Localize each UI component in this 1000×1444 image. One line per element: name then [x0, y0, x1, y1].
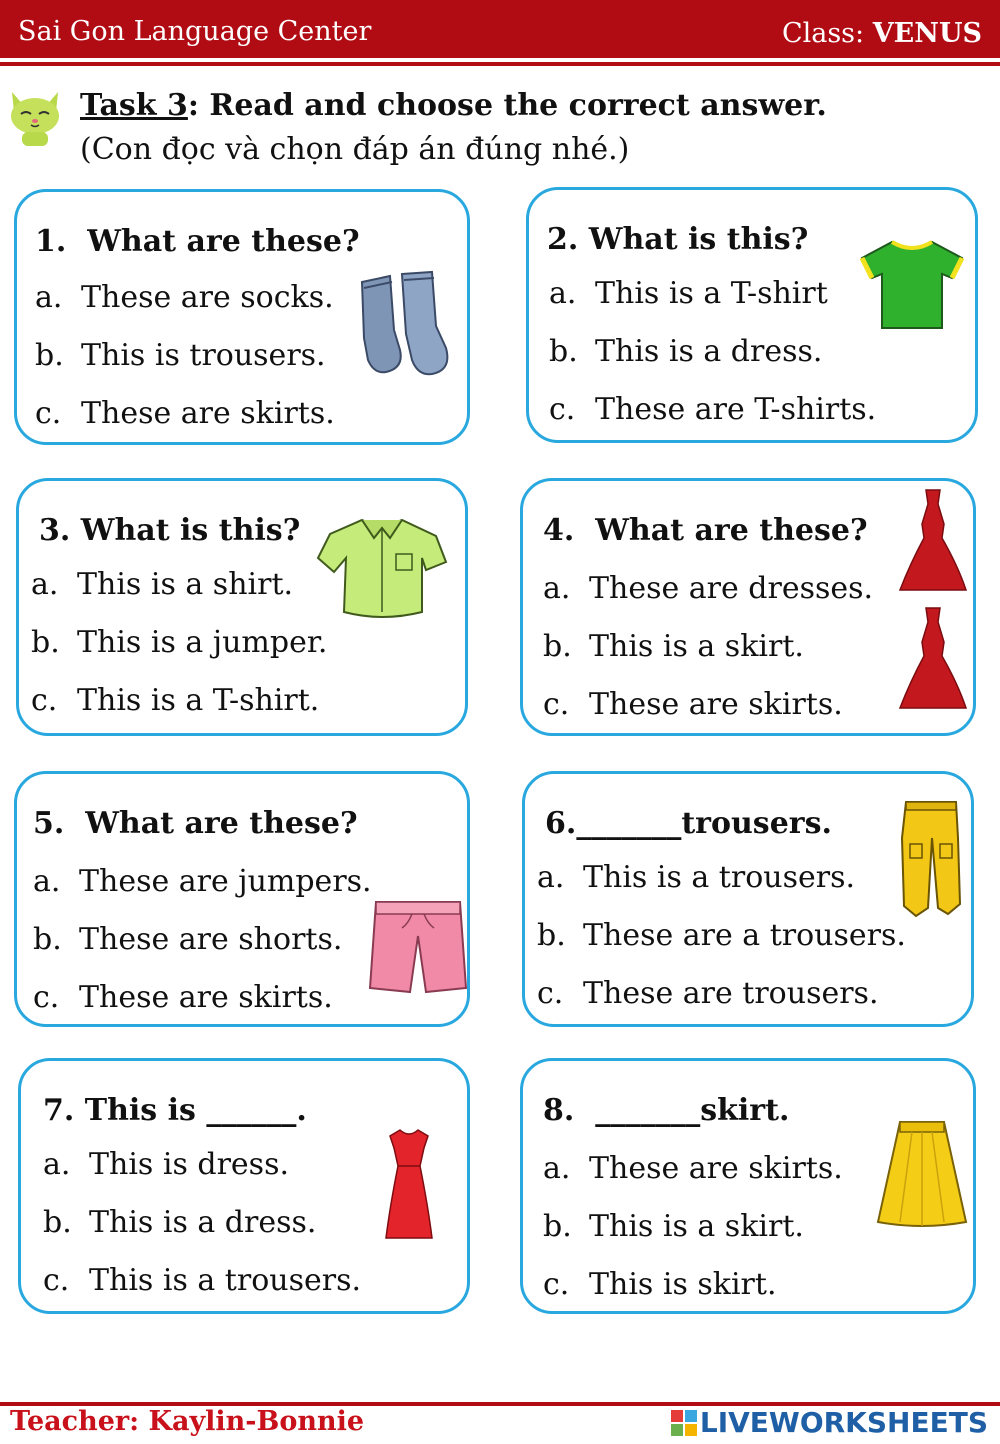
shirt-icon	[314, 514, 450, 622]
answer-option-b[interactable]: b. These are shorts.	[33, 922, 343, 957]
answer-option-b[interactable]: b. This is a dress.	[549, 334, 823, 369]
answer-option-b[interactable]: b. This is a dress.	[43, 1205, 317, 1240]
task-number: Task 3	[80, 88, 188, 123]
answer-option-a[interactable]: a. These are dresses.	[543, 571, 874, 606]
question-prompt: 7. This is ______.	[43, 1093, 307, 1128]
answer-option-a[interactable]: a. These are socks.	[35, 280, 334, 315]
center-name: Sai Gon Language Center	[18, 16, 372, 47]
answer-option-b[interactable]: b. This is a skirt.	[543, 629, 804, 664]
question-prompt: 2. What is this?	[547, 222, 809, 257]
shorts-icon	[366, 896, 470, 1000]
socks-icon	[356, 268, 456, 380]
answer-option-c[interactable]: c. These are skirts.	[33, 980, 333, 1015]
liveworksheets-logo-icon	[671, 1410, 697, 1436]
skirt-icon	[874, 1118, 970, 1230]
question-prompt: 4. What are these?	[543, 513, 868, 548]
answer-option-c[interactable]: c. These are skirts.	[543, 687, 843, 722]
answer-option-b[interactable]: b. This is a skirt.	[543, 1209, 804, 1244]
teacher-name: Teacher: Kaylin-Bonnie	[10, 1406, 365, 1437]
liveworksheets-brand: LIVEWORKSHEETS	[699, 1406, 988, 1439]
answer-option-c[interactable]: c. This is a T-shirt.	[31, 683, 320, 718]
answer-option-a[interactable]: a. This is dress.	[43, 1147, 290, 1182]
trousers-icon	[898, 798, 964, 922]
answer-option-a[interactable]: a. These are skirts.	[543, 1151, 843, 1186]
answer-option-c[interactable]: c. This is skirt.	[543, 1267, 777, 1302]
question-prompt: 1. What are these?	[35, 224, 360, 259]
dress-icon	[384, 1126, 434, 1244]
cat-mascot-icon	[6, 88, 64, 148]
class-value: VENUS	[872, 18, 982, 49]
answer-option-b[interactable]: b. This is a jumper.	[31, 625, 328, 660]
class-label: Class:	[781, 18, 873, 49]
liveworksheets-logo[interactable]	[671, 1406, 988, 1439]
answer-option-b[interactable]: b. This is trousers.	[35, 338, 326, 373]
question-prompt: 5. What are these?	[33, 806, 358, 841]
answer-option-b[interactable]: b. These are a trousers.	[537, 918, 906, 953]
class-info	[782, 18, 982, 49]
answer-option-c[interactable]: c. This is a trousers.	[43, 1263, 362, 1298]
question-prompt: 8. _______skirt.	[543, 1093, 790, 1128]
answer-option-a[interactable]: a. These are jumpers.	[33, 864, 372, 899]
question-prompt: 3. What is this?	[39, 513, 301, 548]
task-subtitle: (Con đọc và chọn đáp án đúng nhé.)	[80, 132, 630, 167]
header-divider	[0, 62, 1000, 66]
answer-option-a[interactable]: a. This is a trousers.	[537, 860, 856, 895]
answer-option-c[interactable]: c. These are T-shirts.	[549, 392, 877, 427]
task-instruction: : Read and choose the correct answer.	[187, 88, 827, 123]
task-title	[80, 88, 827, 123]
answer-option-a[interactable]: a. This is a shirt.	[31, 567, 294, 602]
answer-option-a[interactable]: a. This is a T-shirt	[549, 276, 828, 311]
tshirt-icon	[858, 238, 966, 332]
question-prompt: 6._______trousers.	[545, 806, 832, 841]
answer-option-c[interactable]: c. These are trousers.	[537, 976, 879, 1011]
answer-option-c[interactable]: c. These are skirts.	[35, 396, 335, 431]
dresses-icon	[896, 486, 970, 714]
